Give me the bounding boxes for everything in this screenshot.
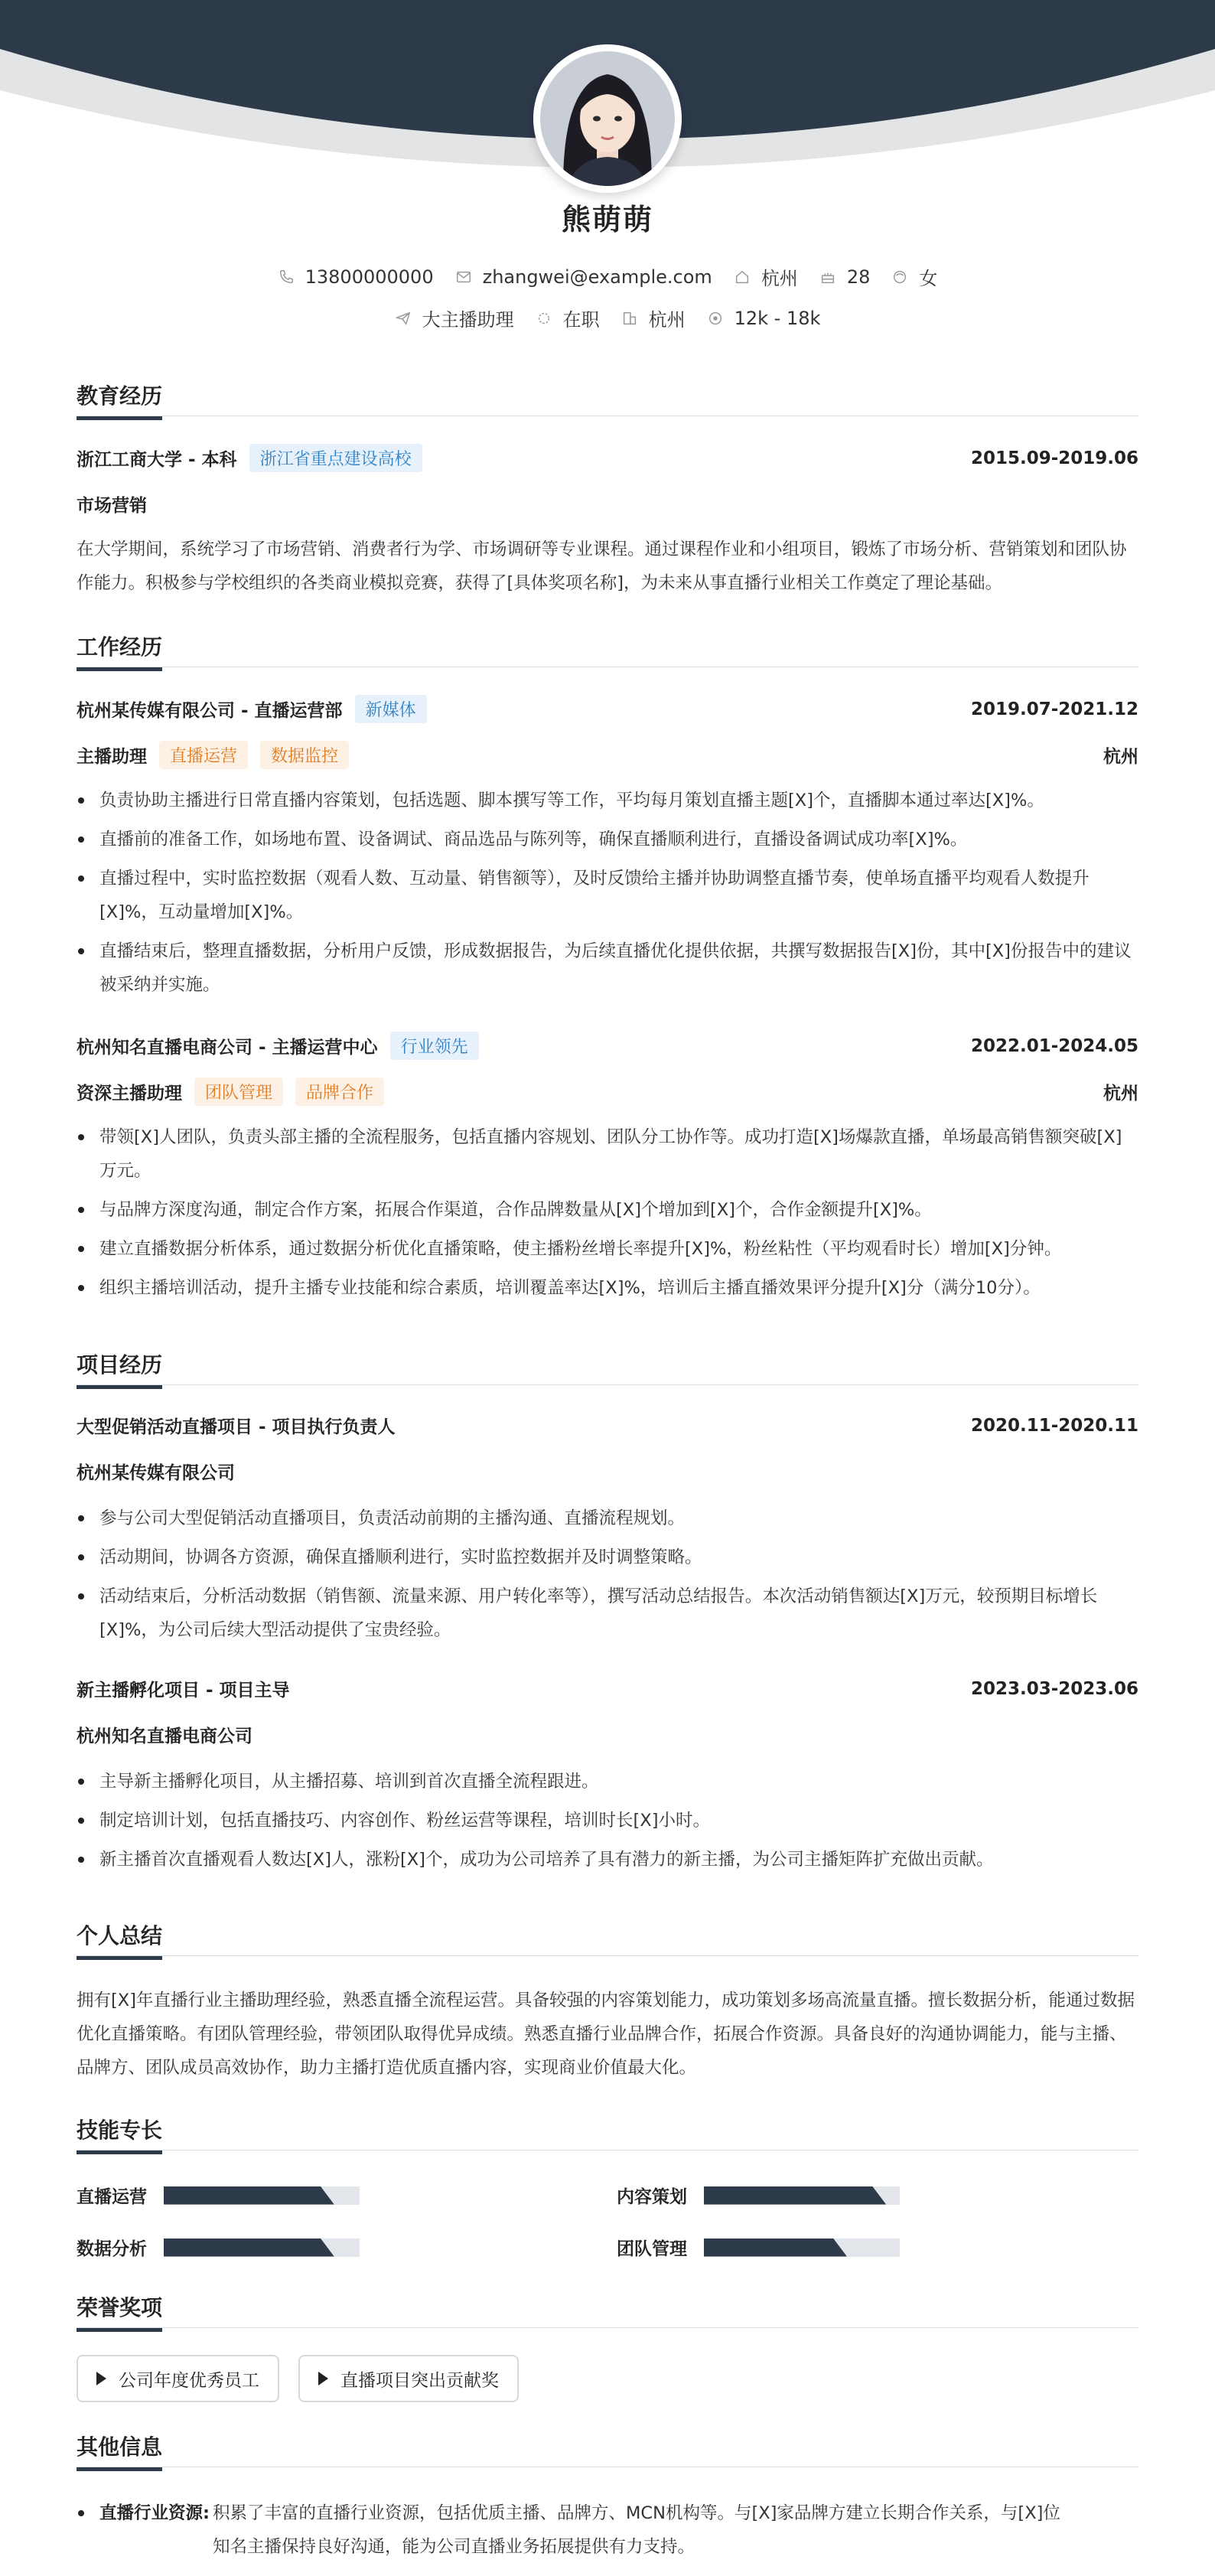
skills-section-title xyxy=(77,2114,1138,2150)
email-item xyxy=(455,266,712,288)
list-item: 直播前的准备工作，如场地布置、设备调试、商品选品与陈列等，确保直播顺利进行，直播设备调试成功率[X]%。 xyxy=(77,823,1138,856)
home-icon xyxy=(734,269,751,285)
section-heading: 项目经历 xyxy=(77,1348,162,1389)
project-name: 新主播孵化项目 - 项目主导 xyxy=(77,1681,290,1700)
email-text: zhangwei@example.com xyxy=(482,266,712,288)
section-heading: 荣誉奖项 xyxy=(77,2291,162,2332)
award-badge xyxy=(77,2355,279,2402)
company-tag: 新媒体 xyxy=(355,695,427,723)
status-icon xyxy=(536,310,552,327)
skill-bar-fill xyxy=(704,2239,847,2257)
project-org: 杭州某传媒有限公司 xyxy=(77,1463,235,1483)
project-org: 杭州知名直播电商公司 xyxy=(77,1727,252,1746)
award-badge xyxy=(298,2355,519,2402)
skill-tag: 品牌合作 xyxy=(295,1078,384,1106)
skill-bar-fill xyxy=(704,2186,886,2205)
skill-item xyxy=(617,2183,900,2208)
job-2-duties xyxy=(77,1120,1138,1310)
skill-bar-fill xyxy=(164,2186,334,2205)
other-info-key: 直播行业资源: xyxy=(99,2503,210,2523)
target-city-item xyxy=(621,305,686,331)
project-date: 2020.11-2020.11 xyxy=(970,1415,1138,1436)
project-name: 大型促销活动直播项目 - 项目执行负责人 xyxy=(77,1417,396,1437)
project-1-items xyxy=(77,1502,1138,1652)
summary-text: 拥有[X]年直播行业主播助理经验，熟悉直播全流程运营。具备较强的内容策划能力，成功策划多场高流量直播。擅长数据分析，能通过数据优化直播策略。有团队管理经验，带领团队取得优异成绩。熟悉直播行业品牌合作，拓展合作资源。具备良好的沟通协调能力，能与主播、品牌方、团队成员高效协作，助力主播打造优质直播内容，实现商业价值最大化。 xyxy=(77,1991,1135,2078)
skill-item xyxy=(617,2235,900,2260)
bullet-dot xyxy=(78,2510,84,2516)
other-info-item xyxy=(77,2496,1138,2564)
job-date: 2022.01-2024.05 xyxy=(970,1035,1138,1056)
job-1-position-row xyxy=(77,741,1138,769)
job-1-header xyxy=(77,695,1138,723)
skill-item xyxy=(77,2235,360,2260)
salary-text: 12k - 18k xyxy=(734,307,821,329)
salary-icon xyxy=(707,310,724,327)
education-section-title xyxy=(77,380,1138,416)
list-item: 建立直播数据分析体系，通过数据分析优化直播策略，使主播粉丝增长率提升[X]%，粉丝粘性（平均观看时长）增加[X]分钟。 xyxy=(77,1232,1138,1266)
work-section-title xyxy=(77,631,1138,667)
other-info-value xyxy=(213,2496,1060,2564)
section-heading: 教育经历 xyxy=(77,380,162,420)
project-2-header xyxy=(77,1676,1138,1701)
play-triangle-icon xyxy=(318,2372,328,2385)
skill-tag: 数据监控 xyxy=(260,741,349,769)
other-info-line: 积累了丰富的直播行业资源，包括优质主播、品牌方、MCN机构等。与[X]家品牌方建立长期合作关系，与[X]位 xyxy=(213,2503,1060,2523)
list-item: 参与公司大型促销活动直播项目，负责活动前期的主播沟通、直播流程规划。 xyxy=(77,1502,1138,1535)
skill-bar xyxy=(164,2186,360,2205)
summary-section-title xyxy=(77,1919,1138,1956)
skill-name: 内容策划 xyxy=(617,2187,687,2207)
candidate-name: 熊萌萌 xyxy=(561,203,653,236)
gender-item xyxy=(891,263,937,290)
gender-text: 女 xyxy=(919,268,938,289)
skill-name: 直播运营 xyxy=(77,2187,147,2207)
job-2-position-row xyxy=(77,1078,1138,1106)
skill-name: 团队管理 xyxy=(617,2239,687,2259)
play-triangle-icon xyxy=(96,2372,106,2385)
city-text: 杭州 xyxy=(761,268,798,289)
education-header xyxy=(77,444,1138,472)
section-heading: 工作经历 xyxy=(77,631,162,671)
project-2-items xyxy=(77,1765,1138,1882)
phone-text: 13800000000 xyxy=(305,266,434,288)
job-city: 杭州 xyxy=(1103,1084,1138,1104)
list-item: 新主播首次直播观看人数达[X]人，涨粉[X]个，成功为公司培养了具有潜力的新主播，为公司主播矩阵扩充做出贡献。 xyxy=(77,1843,1138,1877)
list-item: 直播结束后，整理直播数据，分析用户反馈，形成数据报告，为后续直播优化提供依据，共撰写数据报告[X]份，其中[X]份报告中的建议被采纳并实施。 xyxy=(77,934,1138,1002)
list-item: 直播过程中，实时监控数据（观看人数、互动量、销售额等），及时反馈给主播并协助调整直播节奏，使单场直播平均观看人数提升[X]%，互动量增加[X]%。 xyxy=(77,862,1138,929)
gender-icon xyxy=(891,269,908,285)
mail-icon xyxy=(455,269,472,285)
send-icon xyxy=(395,310,412,327)
target-job-text: 大主播助理 xyxy=(422,309,514,331)
project-2-org-row xyxy=(77,1722,1138,1747)
job-2-header xyxy=(77,1032,1138,1060)
salary-item xyxy=(707,308,821,329)
list-item: 与品牌方深度沟通，制定合作方案，拓展合作渠道，合作品牌数量从[X]个增加到[X]个，合作金额提升[X]%。 xyxy=(77,1193,1138,1227)
skill-tag: 团队管理 xyxy=(194,1078,283,1106)
honors-section-title xyxy=(77,2291,1138,2328)
list-item: 制定培训计划，包括直播技巧、内容创作、粉丝运营等课程，培训时长[X]小时。 xyxy=(77,1804,1138,1837)
list-item: 主导新主播孵化项目，从主播招募、培训到首次直播全流程跟进。 xyxy=(77,1765,1138,1798)
list-item: 组织主播培训活动，提升主播专业技能和综合素质，培训覆盖率达[X]%，培训后主播直播效果评分提升[X]分（满分10分）。 xyxy=(77,1271,1138,1305)
skill-bar xyxy=(704,2239,900,2257)
major-row xyxy=(77,491,1138,517)
award-label: 公司年度优秀员工 xyxy=(119,2370,259,2391)
list-item: 活动期间，协调各方资源，确保直播顺利进行，实时监控数据并及时调整策略。 xyxy=(77,1541,1138,1574)
education-description: 在大学期间，系统学习了市场营销、消费者行为学、市场调研等专业课程。通过课程作业和小组项目，锻炼了市场分析、营销策划和团队协作能力。积极参与学校组织的各类商业模拟竞赛，获得了[具体奖项名称]，为未来从事直播行业相关工作奠定了理论基础。 xyxy=(77,540,1127,593)
list-item: 负责协助主播进行日常直播内容策划，包括选题、脚本撰写等工作，平均每月策划直播主题[X]个，直播脚本通过率达[X]%。 xyxy=(77,784,1138,817)
position-name: 资深主播助理 xyxy=(77,1084,182,1104)
skill-bar xyxy=(704,2186,900,2205)
company-tag: 行业领先 xyxy=(390,1032,479,1060)
education-date: 2015.09-2019.06 xyxy=(970,448,1138,468)
job-date: 2019.07-2021.12 xyxy=(970,699,1138,719)
job-intent-row xyxy=(0,305,1215,331)
city-item xyxy=(734,263,798,290)
project-1-org-row xyxy=(77,1459,1138,1484)
age-text: 28 xyxy=(846,266,871,288)
school-name: 浙江工商大学 - 本科 xyxy=(77,450,237,470)
phone-icon xyxy=(278,269,295,285)
other-section-title xyxy=(77,2431,1138,2467)
skill-bar xyxy=(164,2239,360,2257)
other-info-line: 知名主播保持良好沟通，能为公司直播业务拓展提供有力支持。 xyxy=(213,2537,695,2557)
company-name: 杭州知名直播电商公司 - 主播运营中心 xyxy=(77,1038,378,1058)
list-item: 带领[X]人团队，负责头部主播的全流程服务，包括直播内容规划、团队分工协作等。成功打造[X]场爆款直播，单场最高销售额突破[X]万元。 xyxy=(77,1120,1138,1188)
target-city-text: 杭州 xyxy=(648,309,686,331)
project-date: 2023.03-2023.06 xyxy=(970,1678,1138,1699)
projects-section-title xyxy=(77,1348,1138,1385)
contact-row xyxy=(0,263,1215,290)
section-heading: 其他信息 xyxy=(77,2431,162,2471)
job-city: 杭州 xyxy=(1103,747,1138,767)
status-item xyxy=(536,305,600,331)
skill-item xyxy=(77,2183,360,2208)
building-icon xyxy=(621,310,638,327)
project-1-header xyxy=(77,1413,1138,1438)
portrait-image xyxy=(540,51,675,186)
status-text: 在职 xyxy=(562,309,600,331)
phone-item xyxy=(278,266,434,288)
skill-bar-fill xyxy=(164,2239,334,2257)
major-name: 市场营销 xyxy=(77,496,147,516)
age-item xyxy=(819,266,871,288)
skill-tag: 直播运营 xyxy=(159,741,248,769)
school-tag: 浙江省重点建设高校 xyxy=(249,444,422,472)
section-heading: 个人总结 xyxy=(77,1919,162,1960)
age-icon xyxy=(819,269,836,285)
list-item: 活动结束后，分析活动数据（销售额、流量来源、用户转化率等），撰写活动总结报告。本次活动销售额达[X]万元，较预期目标增长[X]%，为公司后续大型活动提供了宝贵经验。 xyxy=(77,1580,1138,1647)
skill-name: 数据分析 xyxy=(77,2239,147,2259)
section-heading: 技能专长 xyxy=(77,2114,162,2154)
company-name: 杭州某传媒有限公司 - 直播运营部 xyxy=(77,701,343,721)
position-name: 主播助理 xyxy=(77,747,147,767)
target-job-item xyxy=(395,305,514,331)
job-1-duties xyxy=(77,784,1138,1007)
avatar xyxy=(533,44,682,193)
award-label: 直播项目突出贡献奖 xyxy=(340,2370,499,2391)
